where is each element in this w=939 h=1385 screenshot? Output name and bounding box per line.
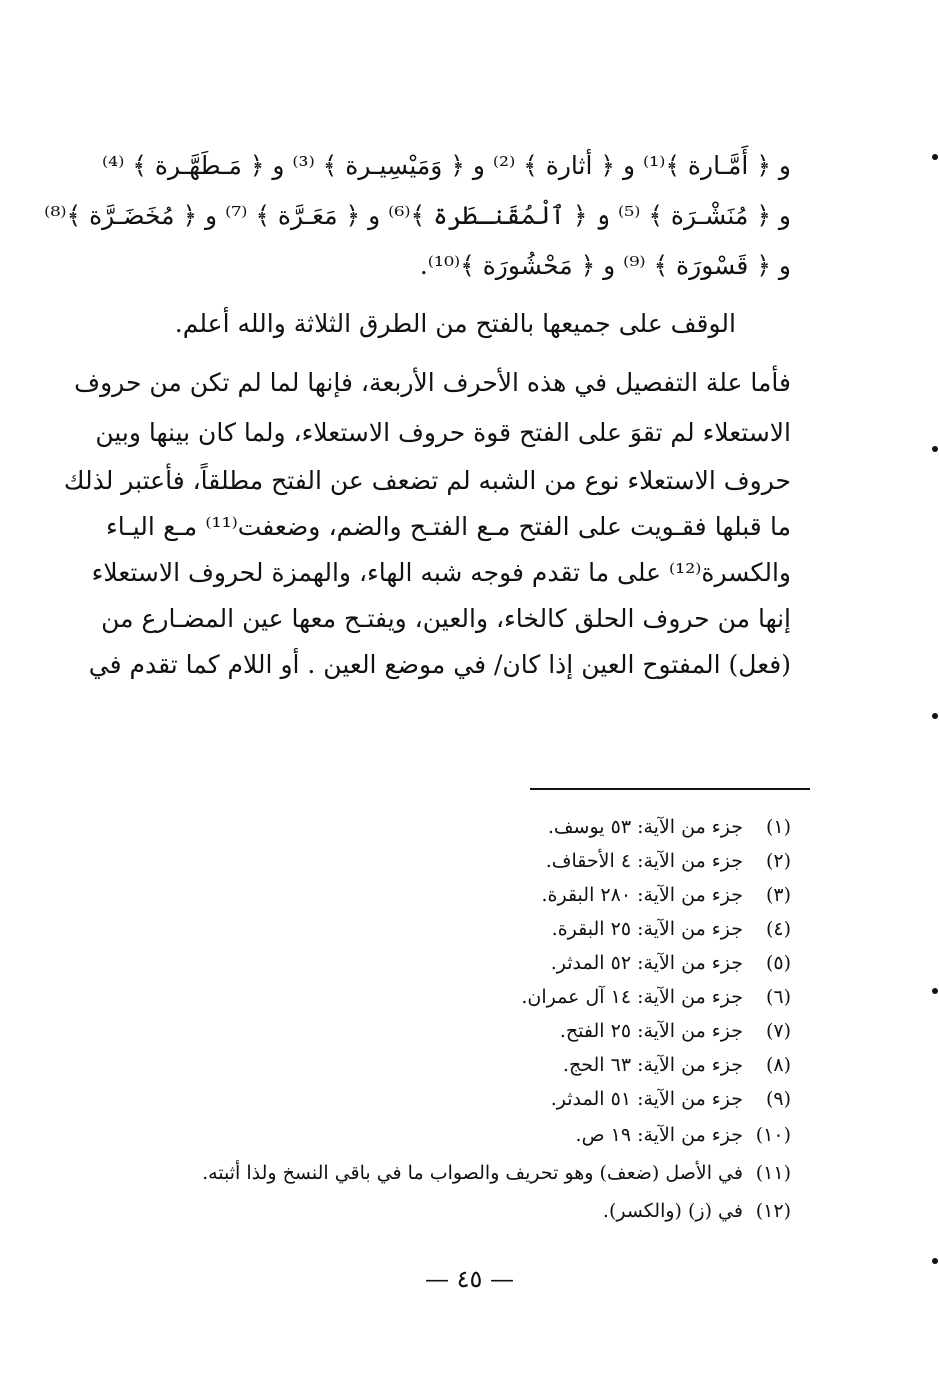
footnote-number: (٦) (765, 986, 791, 1008)
footnote-5 (106, 948, 791, 978)
footnote-text: جزء من الآية: ٢٥ الفتح. (559, 1020, 743, 1042)
body-line-5: فأما علة التفصيل في هذه الأحرف الأربعة، فإنها لما لم تكن من حروف (74, 368, 791, 397)
footnote-6 (106, 982, 791, 1012)
footnote-text: جزء من الآية: ٤ الأحقاف. (545, 850, 743, 872)
footnote-number: (١) (765, 816, 791, 838)
footnote-text: جزء من الآية: ٦٣ الحج. (562, 1054, 743, 1076)
body-line-6: الاستعلاء لم تقوَ على الفتح قوة حروف الاستعلاء، ولما كان بينها وبين (95, 418, 791, 447)
footnote-number: (٣) (765, 884, 791, 906)
footnote-number: (٧) (765, 1020, 791, 1042)
margin-dot (932, 446, 938, 452)
footnote-text: في الأصل (ضعف) وهو تحريف والصواب ما في باقي النسخ ولذا أثبته. (202, 1162, 743, 1184)
margin-dot (932, 988, 938, 994)
footnote-text: جزء من الآية: ٥١ المدثر. (550, 1088, 743, 1110)
footnote-text: جزء من الآية: ٢٨٠ البقرة. (541, 884, 743, 906)
footnote-12 (106, 1196, 791, 1226)
footnote-text: جزء من الآية: ٢٥ البقرة. (551, 918, 743, 940)
footnote-number: (٨) (765, 1054, 791, 1076)
margin-dot (932, 713, 938, 719)
body-line-7: حروف الاستعلاء نوع من الشبه لم تضعف عن الفتح مطلقاً، فأعتبر لذلك (63, 466, 791, 495)
margin-dot (932, 154, 938, 160)
body-line-8: ما قبلها فقـويت على الفتح مـع الفتـح والضم، وضعفت⁽¹¹⁾ مـع اليـاء (106, 512, 792, 541)
footnote-4 (106, 914, 791, 944)
footnote-number: (٥) (765, 952, 791, 974)
body-line-4: الوقف على جميعها بالفتح من الطرق الثلاثة والله أعلم. (174, 309, 736, 338)
body-line-11: (فعل) المفتوح العين إذا كان/ في موضع العين . أو اللام كما تقدم في (88, 650, 791, 679)
footnote-text: في (ز) (والكسر). (602, 1200, 743, 1222)
body-line-2: و ﴿ مُنَشْـرَة ﴾ ⁽⁵⁾ و ﴿ ٱلْمُقَنـطَرة ﴾⁽⁶⁾ و ﴿ مَعَـرَّة ﴾ ⁽⁷⁾ و ﴿ مُخَضَـرَّة ﴾⁽⁸⁾ (44, 201, 791, 230)
footnote-number: (٤) (765, 918, 791, 940)
footnote-number: (١٢) (755, 1200, 791, 1222)
body-line-3: و ﴿ قَسْورَة ﴾ ⁽⁹⁾ و ﴿ مَحْشُورَة ﴾⁽¹⁰⁾. (419, 251, 791, 280)
footnote-number: (١٠) (755, 1124, 791, 1146)
footnote-text: جزء من الآية: ١٤ آل عمران. (521, 986, 743, 1008)
footnote-2 (106, 846, 791, 876)
footnote-11 (106, 1158, 791, 1188)
footnote-number: (٩) (765, 1088, 791, 1110)
footnote-text: جزء من الآية: ٥٢ المدثر. (550, 952, 743, 974)
footnote-number: (٢) (765, 850, 791, 872)
footnote-3 (106, 880, 791, 910)
body-line-9: والكسرة⁽¹²⁾ على ما تقدم فوجه شبه الهاء، والهمزة لحروف الاستعلاء (91, 558, 791, 587)
footnote-9 (106, 1084, 791, 1114)
footnote-1 (106, 812, 791, 842)
footnote-7 (106, 1016, 791, 1046)
body-line-1: و ﴿ أَمَّـارة ﴾⁽¹⁾ و ﴿ أثارة ﴾ ⁽²⁾ و ﴿ وَمَيْسِيـرة ﴾ ⁽³⁾ و ﴿ مَـطَهَّـرة ﴾ ⁽⁴⁾ (102, 151, 791, 180)
footnote-number: (١١) (755, 1162, 791, 1184)
footnote-text: جزء من الآية: ١٩ ص. (575, 1124, 743, 1146)
body-line-10: إنها من حروف الحلق كالخاء، والعين، ويفتـح معها عين المضـارع من (101, 604, 791, 633)
margin-dot (932, 1258, 938, 1264)
footnote-separator (530, 788, 810, 790)
footnote-8 (106, 1050, 791, 1080)
footnote-10 (106, 1120, 791, 1150)
page-number: — ٤٥ — (424, 1265, 515, 1293)
footnote-text: جزء من الآية: ٥٣ يوسف. (547, 816, 743, 838)
